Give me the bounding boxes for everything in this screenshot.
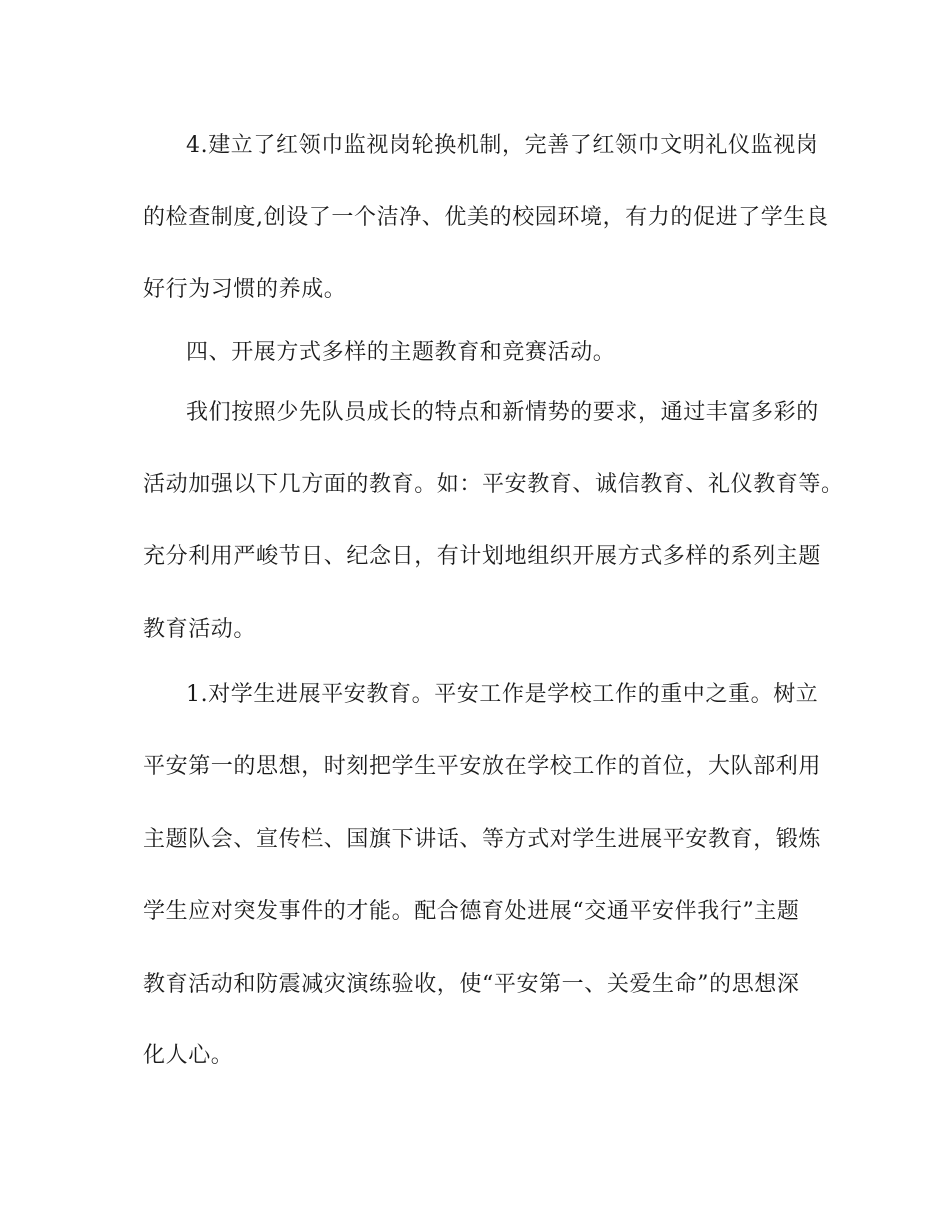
section-heading: 四、开展方式多样的主题教育和竞赛活动。: [186, 340, 616, 365]
paragraph-line: 平安第一的思想，时刻把学生平安放在学校工作的首位，大队部利用: [143, 754, 822, 779]
paragraph-line: 的检查制度,创设了一个洁净、优美的校园环境，有力的促进了学生良: [143, 205, 829, 230]
paragraph-line: 主题队会、宣传栏、国旗下讲话、等方式对学生进展平安教育，锻炼: [143, 827, 822, 852]
paragraph-line: 教育活动和防震减灾演练验收，使“平安第一、关爱生命”的思想深: [143, 972, 800, 997]
paragraph-line: 我们按照少先队员成长的特点和新情势的要求，通过丰富多彩的: [186, 400, 819, 425]
paragraph-line: 1.对学生进展平安教育。平安工作是学校工作的重中之重。树立: [186, 682, 819, 707]
paragraph-line: 化人心。: [143, 1043, 234, 1068]
paragraph-line: 活动加强以下几方面的教育。如：平安教育、诚信教育、礼仪教育等。: [143, 472, 844, 497]
paragraph-line: 4.建立了红领巾监视岗轮换机制，完善了红领巾文明礼仪监视岗: [186, 133, 819, 158]
paragraph-line: 好行为习惯的养成。: [143, 277, 347, 302]
paragraph-line: 学生应对突发事件的才能。配合德育处进展“交通平安伴我行”主题: [143, 899, 800, 924]
paragraph-line: 教育活动。: [143, 617, 257, 642]
paragraph-line: 充分利用严峻节日、纪念日，有计划地组织开展方式多样的系列主题: [143, 544, 822, 569]
